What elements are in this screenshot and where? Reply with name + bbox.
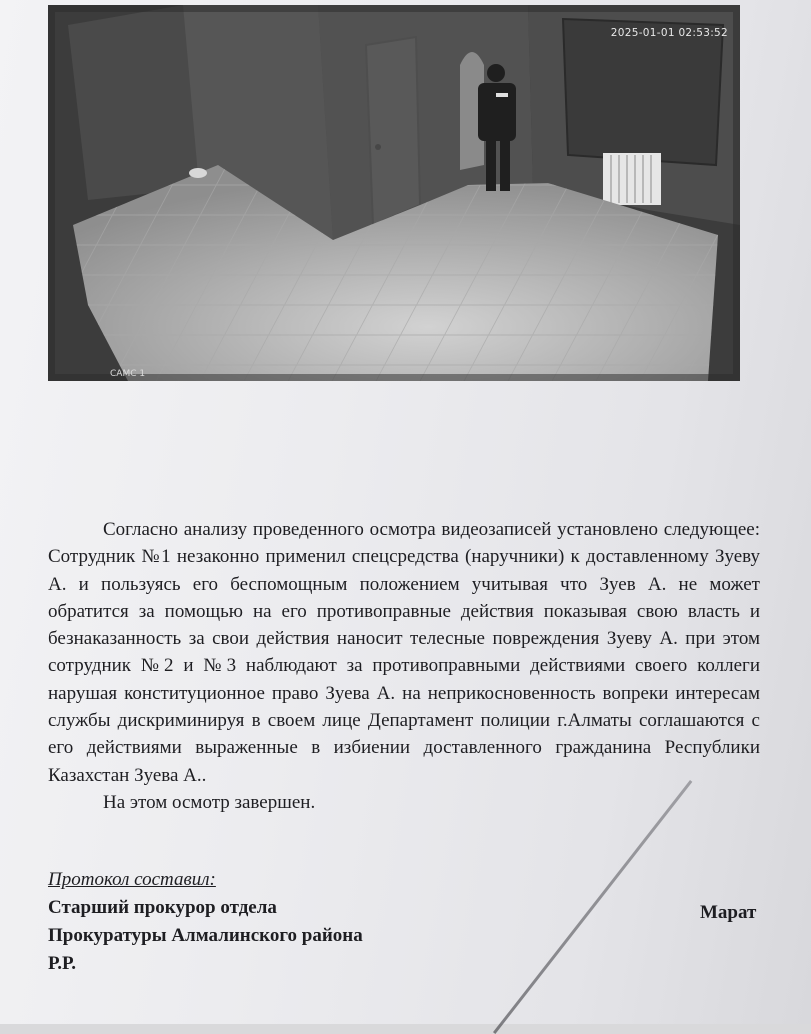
- signer-initials: Р.Р.: [48, 953, 76, 974]
- cctv-photo: [48, 5, 740, 381]
- signature-block: [48, 866, 363, 978]
- signer-office: Прокуратуры Алмалинского района: [48, 925, 363, 946]
- cctv-scene-image: [48, 5, 740, 381]
- camera-label: CAMC 1: [110, 369, 146, 379]
- paragraph-findings: Согласно анализу проведенного осмотра видеозаписей установлено следующее: Сотрудник №1 незаконно применил спецсредства (наручники) к доставленному Зуеву А. и пользуясь его беспомощным положением учитывая что Зуев А. не может обратится за помощью на его противоправные действия показывая свою власть и безнаказанность за свои действия наносит телесные повреждения Зуеву А. при этом сотрудник №2 и №3 наблюдают за противоправными действиями своего коллеги нарушая конституционное право Зуева А. на неприкосновенность вопреки интересам службы дискриминируя в своем лице Департамент полиции г.Алматы соглашаются с его действиями выраженные в избиении доставленного гражданина Республики Казахстан Зуева А..: [48, 519, 760, 786]
- signature-label: Протокол составил:: [48, 869, 216, 890]
- signer-name: Марат: [700, 902, 757, 923]
- protocol-text: [48, 516, 760, 816]
- camera-timestamp: 2025-01-01 02:53:52: [610, 27, 728, 39]
- signer-position: Старший прокурор отдела: [48, 897, 277, 918]
- paragraph-conclusion: На этом осмотр завершен.: [103, 791, 316, 813]
- page-crease: [493, 780, 692, 1034]
